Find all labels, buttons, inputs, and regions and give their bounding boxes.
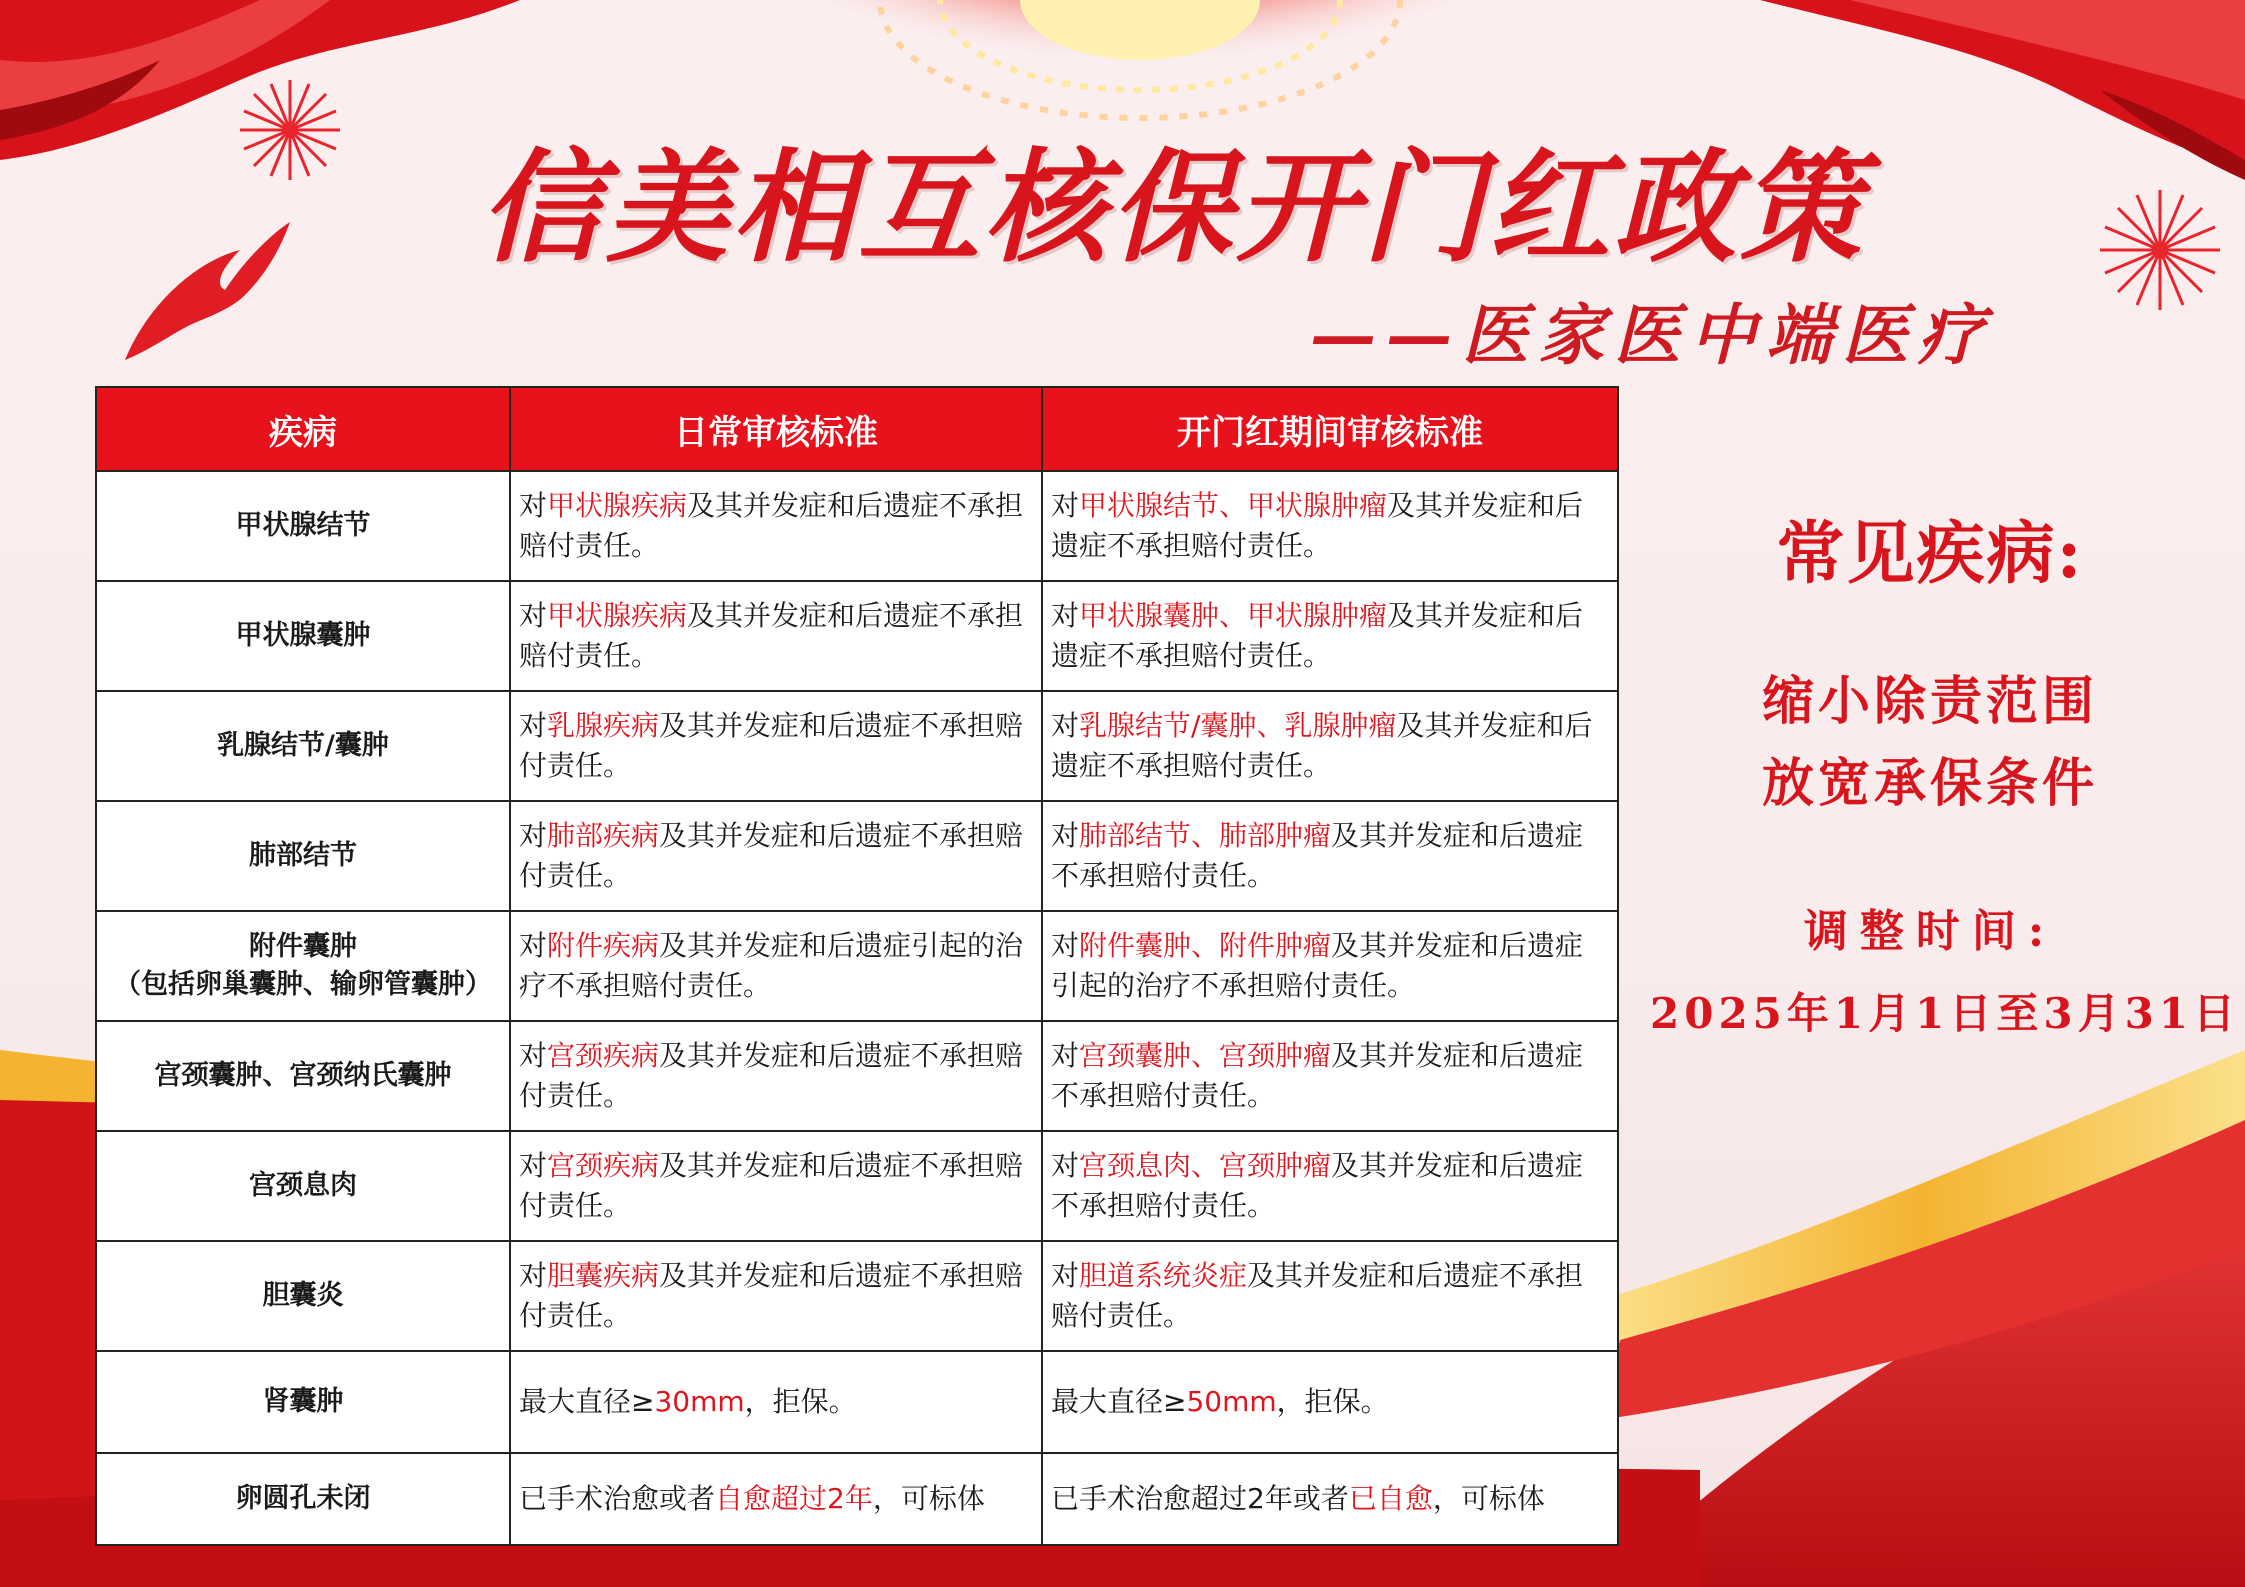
standard-text: 及其并发症和后遗症不承担赔付责任。 xyxy=(1051,489,1584,562)
standard-text: 及其并发症和后遗症不承担赔付责任。 xyxy=(1051,709,1593,782)
highlighted-text: 胆囊疾病 xyxy=(547,1259,660,1292)
standard-text: ，拒保。 xyxy=(1276,1385,1389,1418)
standard-text: 对 xyxy=(519,819,548,852)
table-row xyxy=(96,1351,1618,1453)
standard-text: 对 xyxy=(519,709,548,742)
highlighted-text: 宫颈疾病 xyxy=(547,1039,660,1072)
adjustment-time-label: 调整时间: xyxy=(1803,906,2057,957)
highlighted-text: 肺部结节、肺部肿瘤 xyxy=(1079,819,1332,852)
disease-cell xyxy=(96,1351,510,1453)
standard-text: 及其并发症和后遗症不承担赔付责任。 xyxy=(519,1259,1024,1332)
disease-cell xyxy=(96,911,510,1021)
disease-name-line: 乳腺结节/囊肿 xyxy=(217,730,389,761)
standard-text: 对 xyxy=(519,929,548,962)
standard-text: 及其并发症和后遗症不承担赔付责任。 xyxy=(519,489,1024,562)
promo-standard-cell xyxy=(1042,1453,1618,1545)
standard-text: 及其并发症和后遗症不承担赔付责任。 xyxy=(1051,1259,1584,1332)
table-row xyxy=(96,801,1618,911)
table-row xyxy=(96,1131,1618,1241)
disease-name-line: 胆囊炎 xyxy=(262,1280,344,1311)
highlighted-text: 乳腺疾病 xyxy=(547,709,660,742)
table-row xyxy=(96,691,1618,801)
standard-text: 对 xyxy=(519,1149,548,1182)
standard-text: 及其并发症和后遗症不承担赔付责任。 xyxy=(519,819,1024,892)
disease-name-line: （包括卵巢囊肿、输卵管囊肿） xyxy=(114,969,492,1000)
daily-standard-cell xyxy=(510,1021,1042,1131)
standard-text: ，可标体 xyxy=(1432,1482,1545,1515)
standard-text: 及其并发症和后遗症不承担赔付责任。 xyxy=(519,1039,1024,1112)
table-row xyxy=(96,911,1618,1021)
column-header-promo-standard: 开门红期间审核标准 xyxy=(1042,387,1618,471)
table-row xyxy=(96,1241,1618,1351)
promo-standard-cell xyxy=(1042,801,1618,911)
standard-text: 对 xyxy=(1051,709,1080,742)
promo-standard-cell xyxy=(1042,1131,1618,1241)
standard-text: 对 xyxy=(1051,1259,1080,1292)
table-header-row xyxy=(96,387,1618,471)
promo-standard-cell xyxy=(1042,911,1618,1021)
highlighted-text: 附件疾病 xyxy=(547,929,660,962)
daily-standard-cell xyxy=(510,801,1042,911)
disease-name-line: 卵圆孔未闭 xyxy=(235,1483,371,1514)
standard-text: 及其并发症和后遗症不承担赔付责任。 xyxy=(519,1149,1024,1222)
disease-name-line: 肺部结节 xyxy=(249,840,357,871)
poster-subtitle: ——医家医中端医疗 xyxy=(1310,296,1994,374)
side-line-narrow-exclusions: 缩小除责范围 xyxy=(1761,671,2098,732)
highlighted-text: 30mm xyxy=(654,1385,745,1418)
table-row xyxy=(96,471,1618,581)
promo-standard-cell xyxy=(1042,691,1618,801)
promo-standard-cell xyxy=(1042,1351,1618,1453)
disease-name-line: 宫颈囊肿、宫颈纳氏囊肿 xyxy=(154,1060,452,1091)
standard-text: 对 xyxy=(519,1259,548,1292)
highlighted-text: 乳腺结节/囊肿、乳腺肿瘤 xyxy=(1079,709,1397,742)
standard-text: 对 xyxy=(519,489,548,522)
disease-name-line: 甲状腺结节 xyxy=(235,510,371,541)
standard-text: 及其并发症和后遗症引起的治疗不承担赔付责任。 xyxy=(1051,929,1584,1002)
daily-standard-cell xyxy=(510,1241,1042,1351)
standard-text: 对 xyxy=(1051,819,1080,852)
disease-cell xyxy=(96,581,510,691)
standard-text: ，可标体 xyxy=(872,1482,985,1515)
highlighted-text: 甲状腺疾病 xyxy=(547,489,688,522)
column-header-daily-standard: 日常审核标准 xyxy=(510,387,1042,471)
promo-standard-cell xyxy=(1042,1021,1618,1131)
adjustment-time-value: 2025年1月1日至3月31日 xyxy=(1650,989,2241,1038)
standard-text: 对 xyxy=(1051,1039,1080,1072)
ribbon-decoration xyxy=(0,0,520,160)
daily-standard-cell xyxy=(510,1351,1042,1453)
standard-text: ，拒保。 xyxy=(744,1385,857,1418)
standard-text: 及其并发症和后遗症引起的治疗不承担赔付责任。 xyxy=(519,929,1024,1002)
standard-text: 对 xyxy=(519,599,548,632)
standard-text: 已手术治愈超过2年或者 xyxy=(1051,1482,1349,1515)
table-row xyxy=(96,1021,1618,1131)
disease-name-line: 甲状腺囊肿 xyxy=(235,620,371,651)
standard-text: 对 xyxy=(1051,929,1080,962)
daily-standard-cell xyxy=(510,581,1042,691)
poster-title: 信美相互核保开门红政策 xyxy=(480,135,1866,279)
dove-icon xyxy=(125,222,290,360)
daily-standard-cell xyxy=(510,471,1042,581)
standard-text: 及其并发症和后遗症不承担赔付责任。 xyxy=(519,709,1024,782)
disease-cell xyxy=(96,1241,510,1351)
firework-icon xyxy=(240,80,340,180)
policy-table xyxy=(95,386,1619,1546)
side-heading: 常见疾病: xyxy=(1776,514,2084,594)
highlighted-text: 50mm xyxy=(1186,1385,1277,1418)
highlighted-text: 宫颈囊肿、宫颈肿瘤 xyxy=(1079,1039,1332,1072)
table-row xyxy=(96,581,1618,691)
standard-text: 最大直径≥ xyxy=(519,1385,655,1418)
highlighted-text: 甲状腺疾病 xyxy=(547,599,688,632)
disease-cell xyxy=(96,1021,510,1131)
side-line-relax-conditions: 放宽承保条件 xyxy=(1761,753,2098,814)
promo-standard-cell xyxy=(1042,471,1618,581)
disease-cell xyxy=(96,691,510,801)
standard-text: 对 xyxy=(1051,1149,1080,1182)
standard-text: 对 xyxy=(1051,599,1080,632)
highlighted-text: 宫颈息肉、宫颈肿瘤 xyxy=(1079,1149,1332,1182)
table-row xyxy=(96,1453,1618,1545)
standard-text: 及其并发症和后遗症不承担赔付责任。 xyxy=(519,599,1024,672)
standard-text: 已手术治愈或者 xyxy=(519,1482,716,1515)
standard-text: 及其并发症和后遗症不承担赔付责任。 xyxy=(1051,819,1584,892)
table-body xyxy=(96,471,1618,1545)
firework-icon xyxy=(2100,190,2220,310)
disease-cell xyxy=(96,801,510,911)
highlighted-text: 胆道系统炎症 xyxy=(1079,1259,1248,1292)
highlighted-text: 甲状腺囊肿、甲状腺肿瘤 xyxy=(1079,599,1388,632)
standard-text: 对 xyxy=(519,1039,548,1072)
column-header-disease: 疾病 xyxy=(96,387,510,471)
standard-text: 及其并发症和后遗症不承担赔付责任。 xyxy=(1051,1149,1584,1222)
daily-standard-cell xyxy=(510,1131,1042,1241)
highlighted-text: 自愈超过2年 xyxy=(715,1482,873,1515)
standard-text: 对 xyxy=(1051,489,1080,522)
highlighted-text: 附件囊肿、附件肿瘤 xyxy=(1079,929,1332,962)
daily-standard-cell xyxy=(510,1453,1042,1545)
disease-name-line: 肾囊肿 xyxy=(262,1386,344,1417)
promo-standard-cell xyxy=(1042,1241,1618,1351)
highlighted-text: 已自愈 xyxy=(1348,1482,1433,1515)
disease-name-line: 宫颈息肉 xyxy=(249,1170,357,1201)
disease-name-line: 附件囊肿 xyxy=(249,931,357,962)
disease-cell xyxy=(96,471,510,581)
standard-text: 最大直径≥ xyxy=(1051,1385,1187,1418)
promo-standard-cell xyxy=(1042,581,1618,691)
disease-cell xyxy=(96,1131,510,1241)
highlighted-text: 宫颈疾病 xyxy=(547,1149,660,1182)
daily-standard-cell xyxy=(510,911,1042,1021)
standard-text: 及其并发症和后遗症不承担赔付责任。 xyxy=(1051,599,1584,672)
highlighted-text: 甲状腺结节、甲状腺肿瘤 xyxy=(1079,489,1388,522)
disease-cell xyxy=(96,1453,510,1545)
side-lines xyxy=(1650,661,2210,825)
standard-text: 及其并发症和后遗症不承担赔付责任。 xyxy=(1051,1039,1584,1112)
highlighted-text: 肺部疾病 xyxy=(547,819,660,852)
side-panel xyxy=(1650,480,2241,1041)
daily-standard-cell xyxy=(510,691,1042,801)
